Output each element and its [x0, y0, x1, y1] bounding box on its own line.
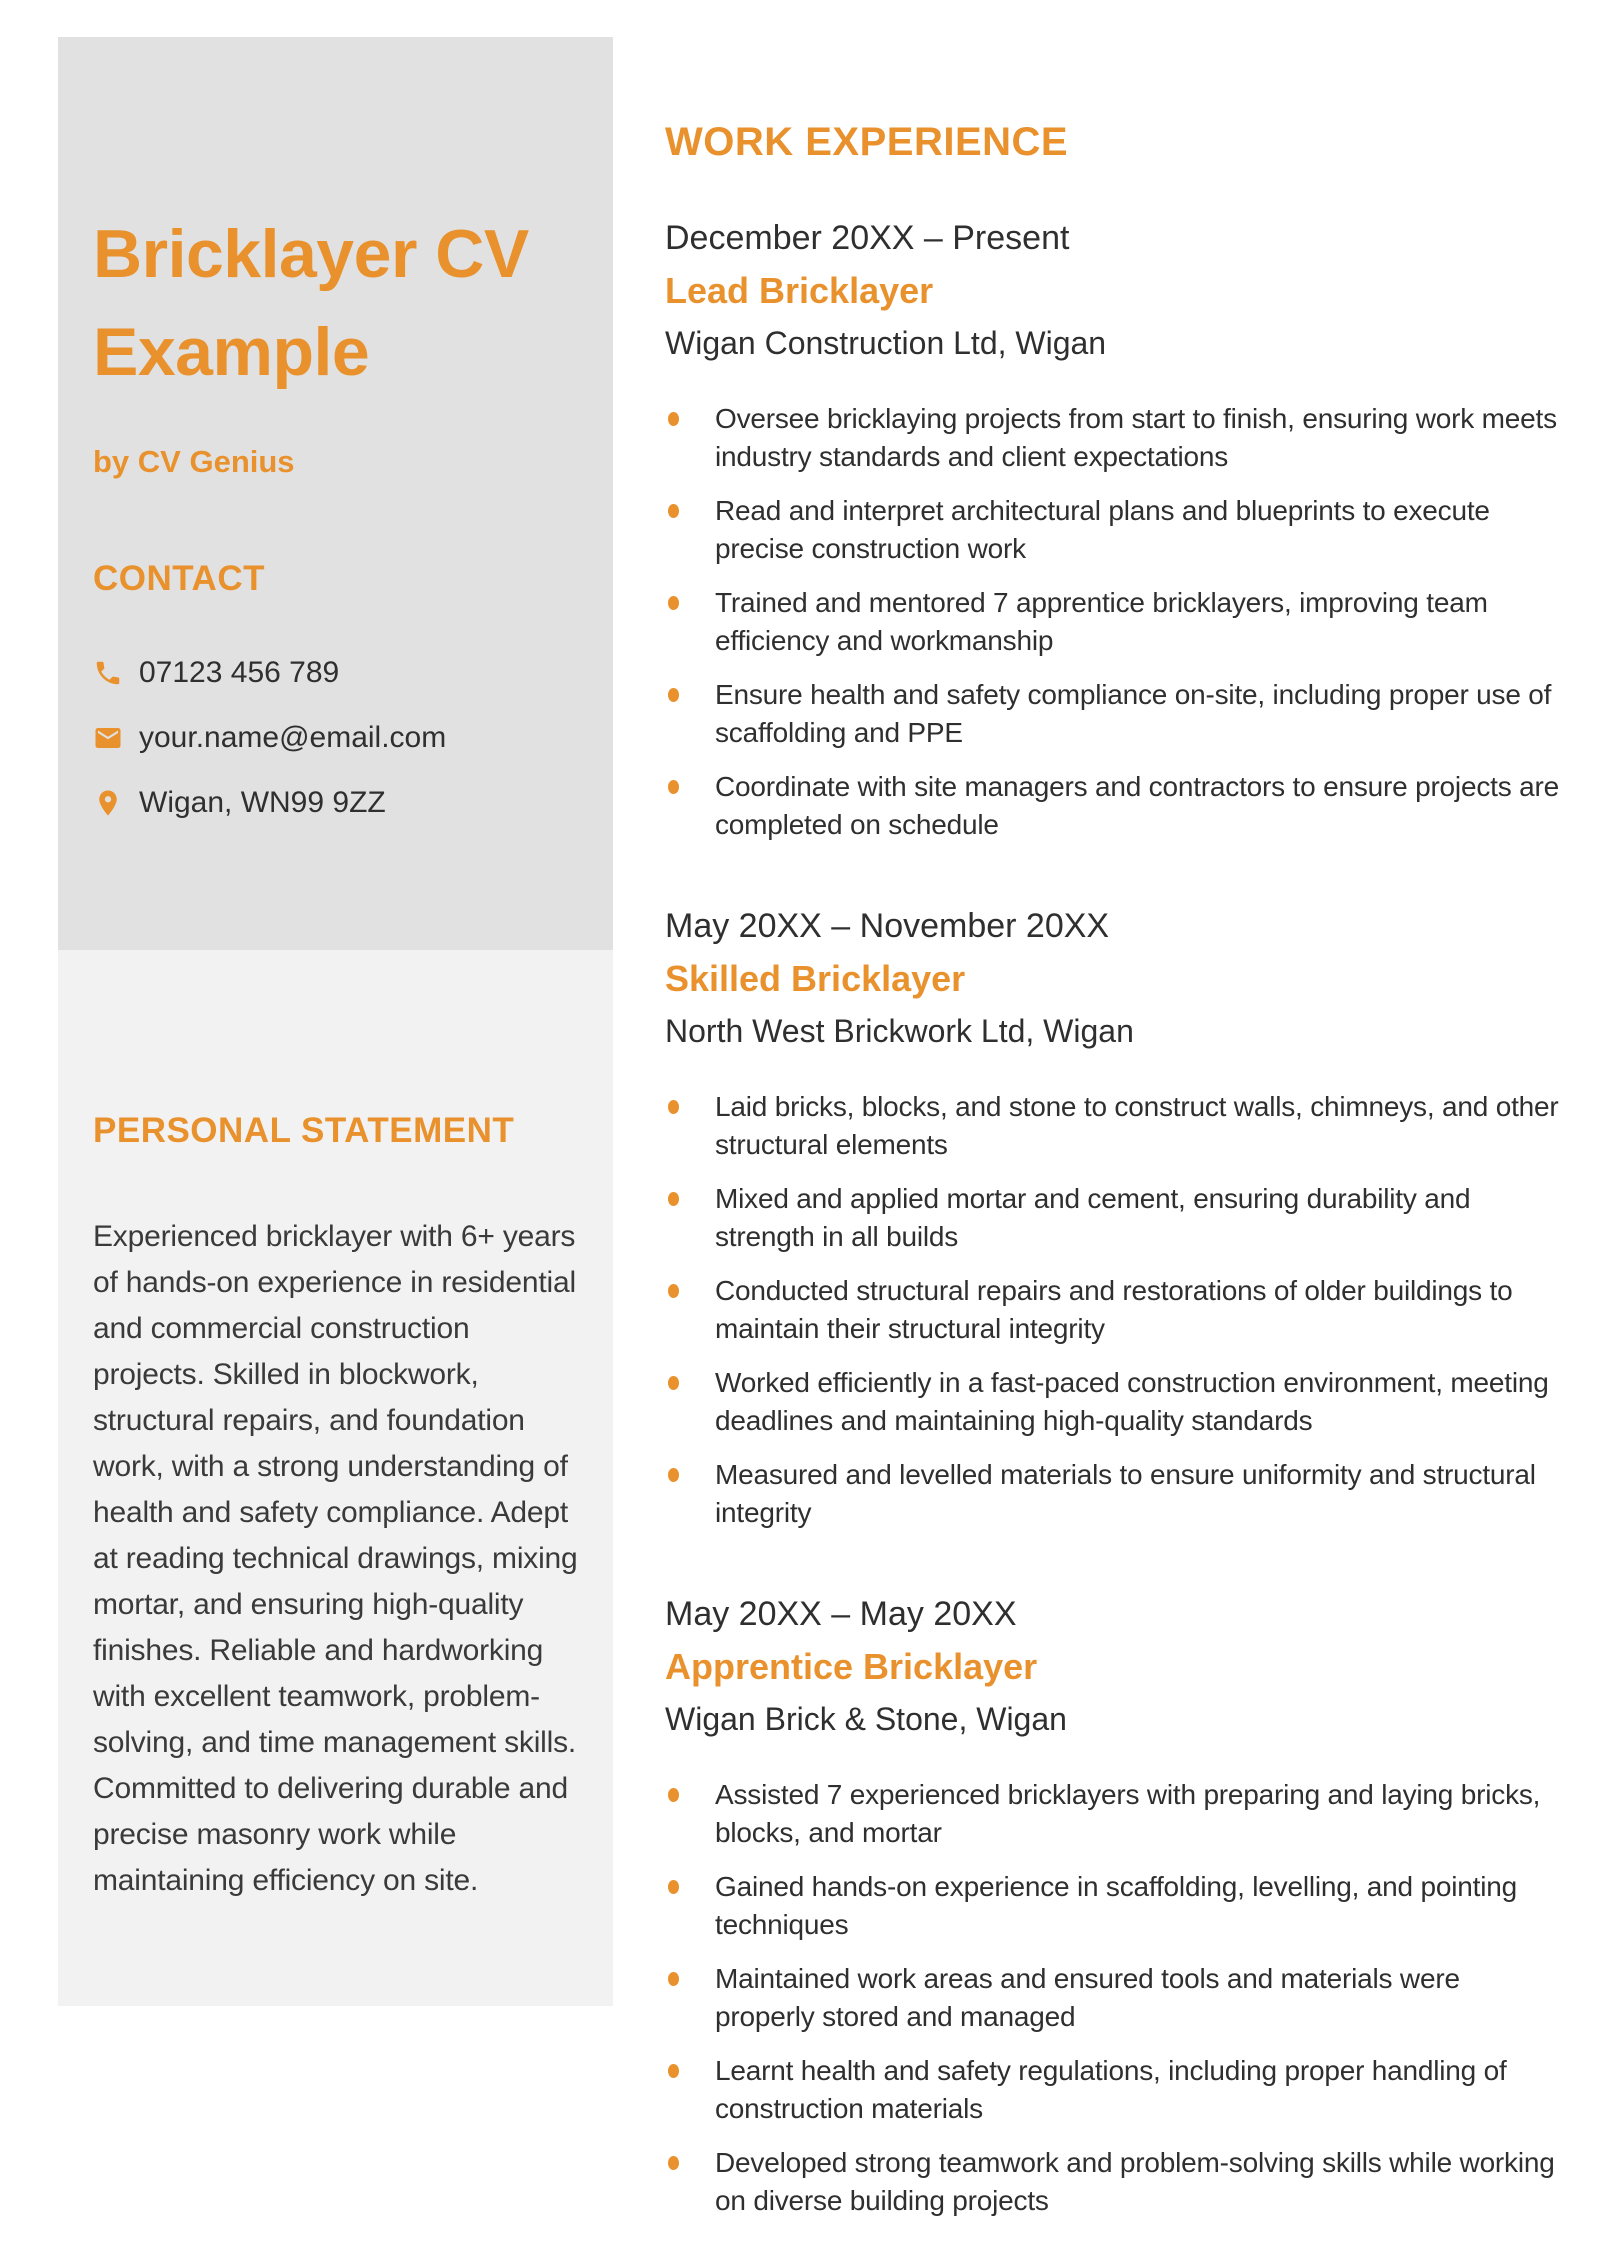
job-company: North West Brickwork Ltd, Wigan: [665, 1013, 1134, 1049]
bullet-dot: [668, 2064, 679, 2078]
job-bullet: [665, 768, 1560, 844]
contact-item-phone: [93, 655, 581, 690]
bullet-text: Trained and mentored 7 apprentice bricklayers, improving team efficiency and workmanship: [715, 587, 1488, 656]
bullet-dot: [668, 1972, 679, 1986]
personal-statement-heading: PERSONAL STATEMENT: [93, 1111, 515, 1150]
bullet-dot: [668, 412, 679, 426]
work-experience-column: [665, 118, 1560, 2236]
bullet-dot: [668, 780, 679, 794]
bullet-text: Assisted 7 experienced bricklayers with preparing and laying bricks, blocks, and mortar: [715, 1779, 1541, 1848]
phone-value: 07123 456 789: [139, 656, 340, 689]
bullet-text: Developed strong teamwork and problem-solving skills while working on diverse building projects: [715, 2147, 1555, 2216]
bullet-dot: [668, 688, 679, 702]
job-bullet: [665, 2144, 1560, 2220]
job-title: Lead Bricklayer: [665, 270, 934, 311]
bullet-dot: [668, 1468, 679, 1482]
job-bullet: [665, 492, 1560, 568]
cv-title: Bricklayer CV Example: [93, 216, 529, 390]
bullet-dot: [668, 596, 679, 610]
job-title: Apprentice Bricklayer: [665, 1646, 1038, 1687]
contact-list: [93, 655, 581, 820]
job-bullet: [665, 584, 1560, 660]
bullet-text: Ensure health and safety compliance on-site, including proper use of scaffolding and PPE: [715, 679, 1552, 748]
job-bullet: [665, 676, 1560, 752]
job-title: Skilled Bricklayer: [665, 958, 966, 999]
job-bullet-list: [665, 400, 1560, 844]
personal-statement-body: Experienced bricklayer with 6+ years of hands-on experience in residential and commercial construction projects. Skilled in blockwork, structural repairs, and foundation work, with a strong understanding of health and safety compliance. Adept at reading technical drawings, mixing mortar, and ensuring high-quality finishes. Reliable and hardworking with excellent teamwork, problem-solving, and time management skills. Committed to delivering durable and precise masonry work while maintaining efficiency on site.: [93, 1220, 578, 1897]
bullet-dot: [668, 1376, 679, 1390]
contact-item-location: [93, 785, 581, 820]
bullet-text: Conducted structural repairs and restorations of older buildings to maintain their structural integrity: [715, 1275, 1513, 1344]
bullet-text: Measured and levelled materials to ensure uniformity and structural integrity: [715, 1459, 1536, 1528]
contact-item-email: [93, 720, 581, 755]
job-dates: May 20XX – November 20XX: [665, 907, 1110, 945]
bullet-text: Read and interpret architectural plans and blueprints to execute precise construction work: [715, 495, 1490, 564]
byline: by CV Genius: [93, 444, 295, 479]
bullet-text: Mixed and applied mortar and cement, ensuring durability and strength in all builds: [715, 1183, 1471, 1252]
bullet-dot: [668, 2156, 679, 2170]
email-icon: [93, 723, 123, 753]
job-bullet: [665, 1960, 1560, 2036]
contact-heading: CONTACT: [93, 559, 265, 598]
location-icon: [93, 788, 123, 818]
location-value: Wigan, WN99 9ZZ: [139, 786, 386, 819]
job-dates: May 20XX – May 20XX: [665, 1595, 1017, 1633]
bullet-dot: [668, 1788, 679, 1802]
job-bullet-list: [665, 1776, 1560, 2220]
sidebar-statement-block: [58, 950, 613, 2006]
bullet-dot: [668, 1880, 679, 1894]
phone-icon: [93, 658, 123, 688]
job-bullet: [665, 1776, 1560, 1852]
bullet-dot: [668, 1192, 679, 1206]
job-bullet: [665, 400, 1560, 476]
bullet-dot: [668, 1100, 679, 1114]
job-bullet: [665, 1868, 1560, 1944]
job-bullet: [665, 1456, 1560, 1532]
bullet-text: Gained hands-on experience in scaffolding, levelling, and pointing techniques: [715, 1871, 1517, 1940]
job-dates: December 20XX – Present: [665, 219, 1070, 257]
job-company: Wigan Construction Ltd, Wigan: [665, 325, 1107, 361]
job-entry-apprentice-bricklayer: [665, 1592, 1560, 2220]
bullet-dot: [668, 504, 679, 518]
bullet-text: Learnt health and safety regulations, including proper handling of construction materials: [715, 2055, 1507, 2124]
job-bullet: [665, 1364, 1560, 1440]
job-bullet: [665, 1088, 1560, 1164]
bullet-text: Worked efficiently in a fast-paced construction environment, meeting deadlines and maintaining high-quality standards: [715, 1367, 1549, 1436]
bullet-dot: [668, 1284, 679, 1298]
job-bullet: [665, 1272, 1560, 1348]
job-bullet-list: [665, 1088, 1560, 1532]
job-company: Wigan Brick & Stone, Wigan: [665, 1701, 1067, 1737]
email-value: your.name@email.com: [139, 721, 447, 754]
bullet-text: Oversee bricklaying projects from start to finish, ensuring work meets industry standards and client expectations: [715, 403, 1557, 472]
job-bullet: [665, 1180, 1560, 1256]
job-bullet: [665, 2052, 1560, 2128]
sidebar-header-block: [58, 37, 613, 950]
job-entry-skilled-bricklayer: [665, 904, 1560, 1532]
bullet-text: Laid bricks, blocks, and stone to construct walls, chimneys, and other structural elements: [715, 1091, 1559, 1160]
bullet-text: Maintained work areas and ensured tools and materials were properly stored and managed: [715, 1963, 1460, 2032]
job-entry-lead-bricklayer: [665, 216, 1560, 844]
work-experience-heading: WORK EXPERIENCE: [665, 120, 1069, 164]
bullet-text: Coordinate with site managers and contractors to ensure projects are completed on schedule: [715, 771, 1559, 840]
